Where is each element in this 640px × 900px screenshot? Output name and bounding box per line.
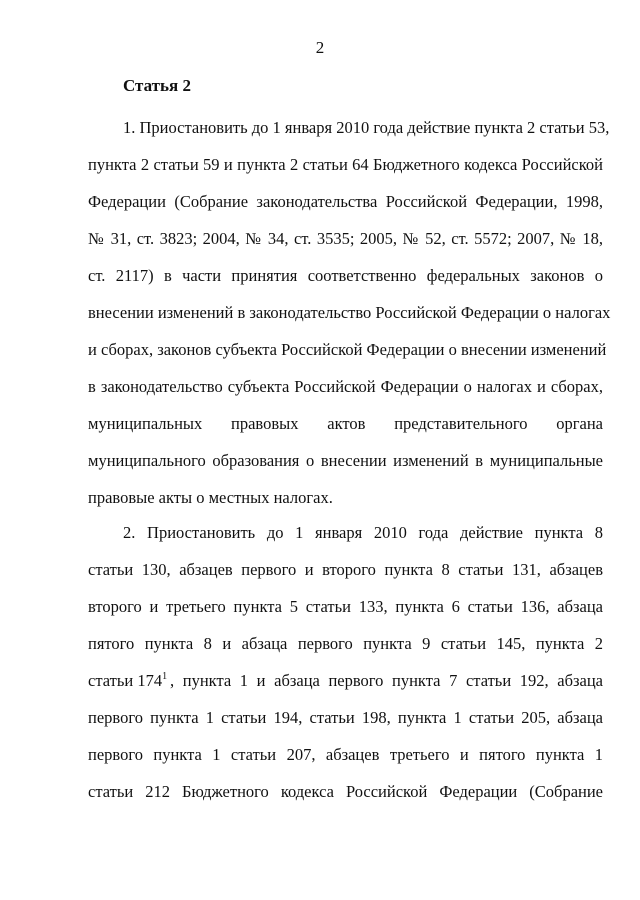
paragraph-2-line-part: [88, 671, 167, 691]
paragraph-2-line: 2. Приостановить до 1 января 2010 года действие пункта 8: [123, 523, 603, 542]
paragraph-1-line: № 31, ст. 3823; 2004, № 34, ст. 3535; 2005, № 52, ст. 5572; 2007, № 18,: [88, 229, 603, 248]
paragraph-1-line: пункта 2 статьи 59 и пункта 2 статьи 64 Бюджетного кодекса Российской: [88, 155, 603, 174]
paragraph-1-line: муниципального образования о внесении изменений в муниципальные: [88, 451, 603, 470]
paragraph-2-line: первого пункта 1 статьи 207, абзацев третьего и пятого пункта 1: [88, 745, 603, 764]
paragraph-2-line: первого пункта 1 статьи 194, статьи 198, пункта 1 статьи 205, абзаца: [88, 708, 603, 727]
paragraph-2-line-continuation: , пункта 1 и абзаца первого пункта 7 статьи 192, абзаца: [170, 671, 603, 690]
paragraph-1-line: в законодательство субъекта Российской Федерации о налогах и сборах,: [88, 377, 603, 396]
superscript-index: 1: [162, 670, 168, 682]
paragraph-2-line: статьи 212 Бюджетного кодекса Российской Федерации (Собрание: [88, 782, 603, 801]
paragraph-1-line: и сборах, законов субъекта Российской Федерации о внесении изменений: [88, 340, 607, 359]
paragraph-1-line: 1. Приостановить до 1 января 2010 года действие пункта 2 статьи 53,: [123, 118, 610, 137]
paragraph-2-line: пятого пункта 8 и абзаца первого пункта 9 статьи 145, пункта 2: [88, 634, 603, 653]
article-heading: Статья 2: [123, 76, 191, 95]
paragraph-2-line: статьи 130, абзацев первого и второго пункта 8 статьи 131, абзацев: [88, 560, 603, 579]
paragraph-1-line: правовые акты о местных налогах.: [88, 488, 333, 507]
page-number: 2: [315, 38, 325, 57]
paragraph-1-line: внесении изменений в законодательство Российской Федерации о налогах: [88, 303, 611, 322]
paragraph-2-line: второго и третьего пункта 5 статьи 133, пункта 6 статьи 136, абзаца: [88, 597, 603, 616]
article-reference: статьи 174: [88, 671, 163, 690]
paragraph-1-line: Федерации (Собрание законодательства Российской Федерации, 1998,: [88, 192, 603, 211]
paragraph-1-line: ст. 2117) в части принятия соответственно федеральных законов о: [88, 266, 603, 285]
paragraph-1-line: муниципальных правовых актов представительного органа: [88, 414, 603, 433]
